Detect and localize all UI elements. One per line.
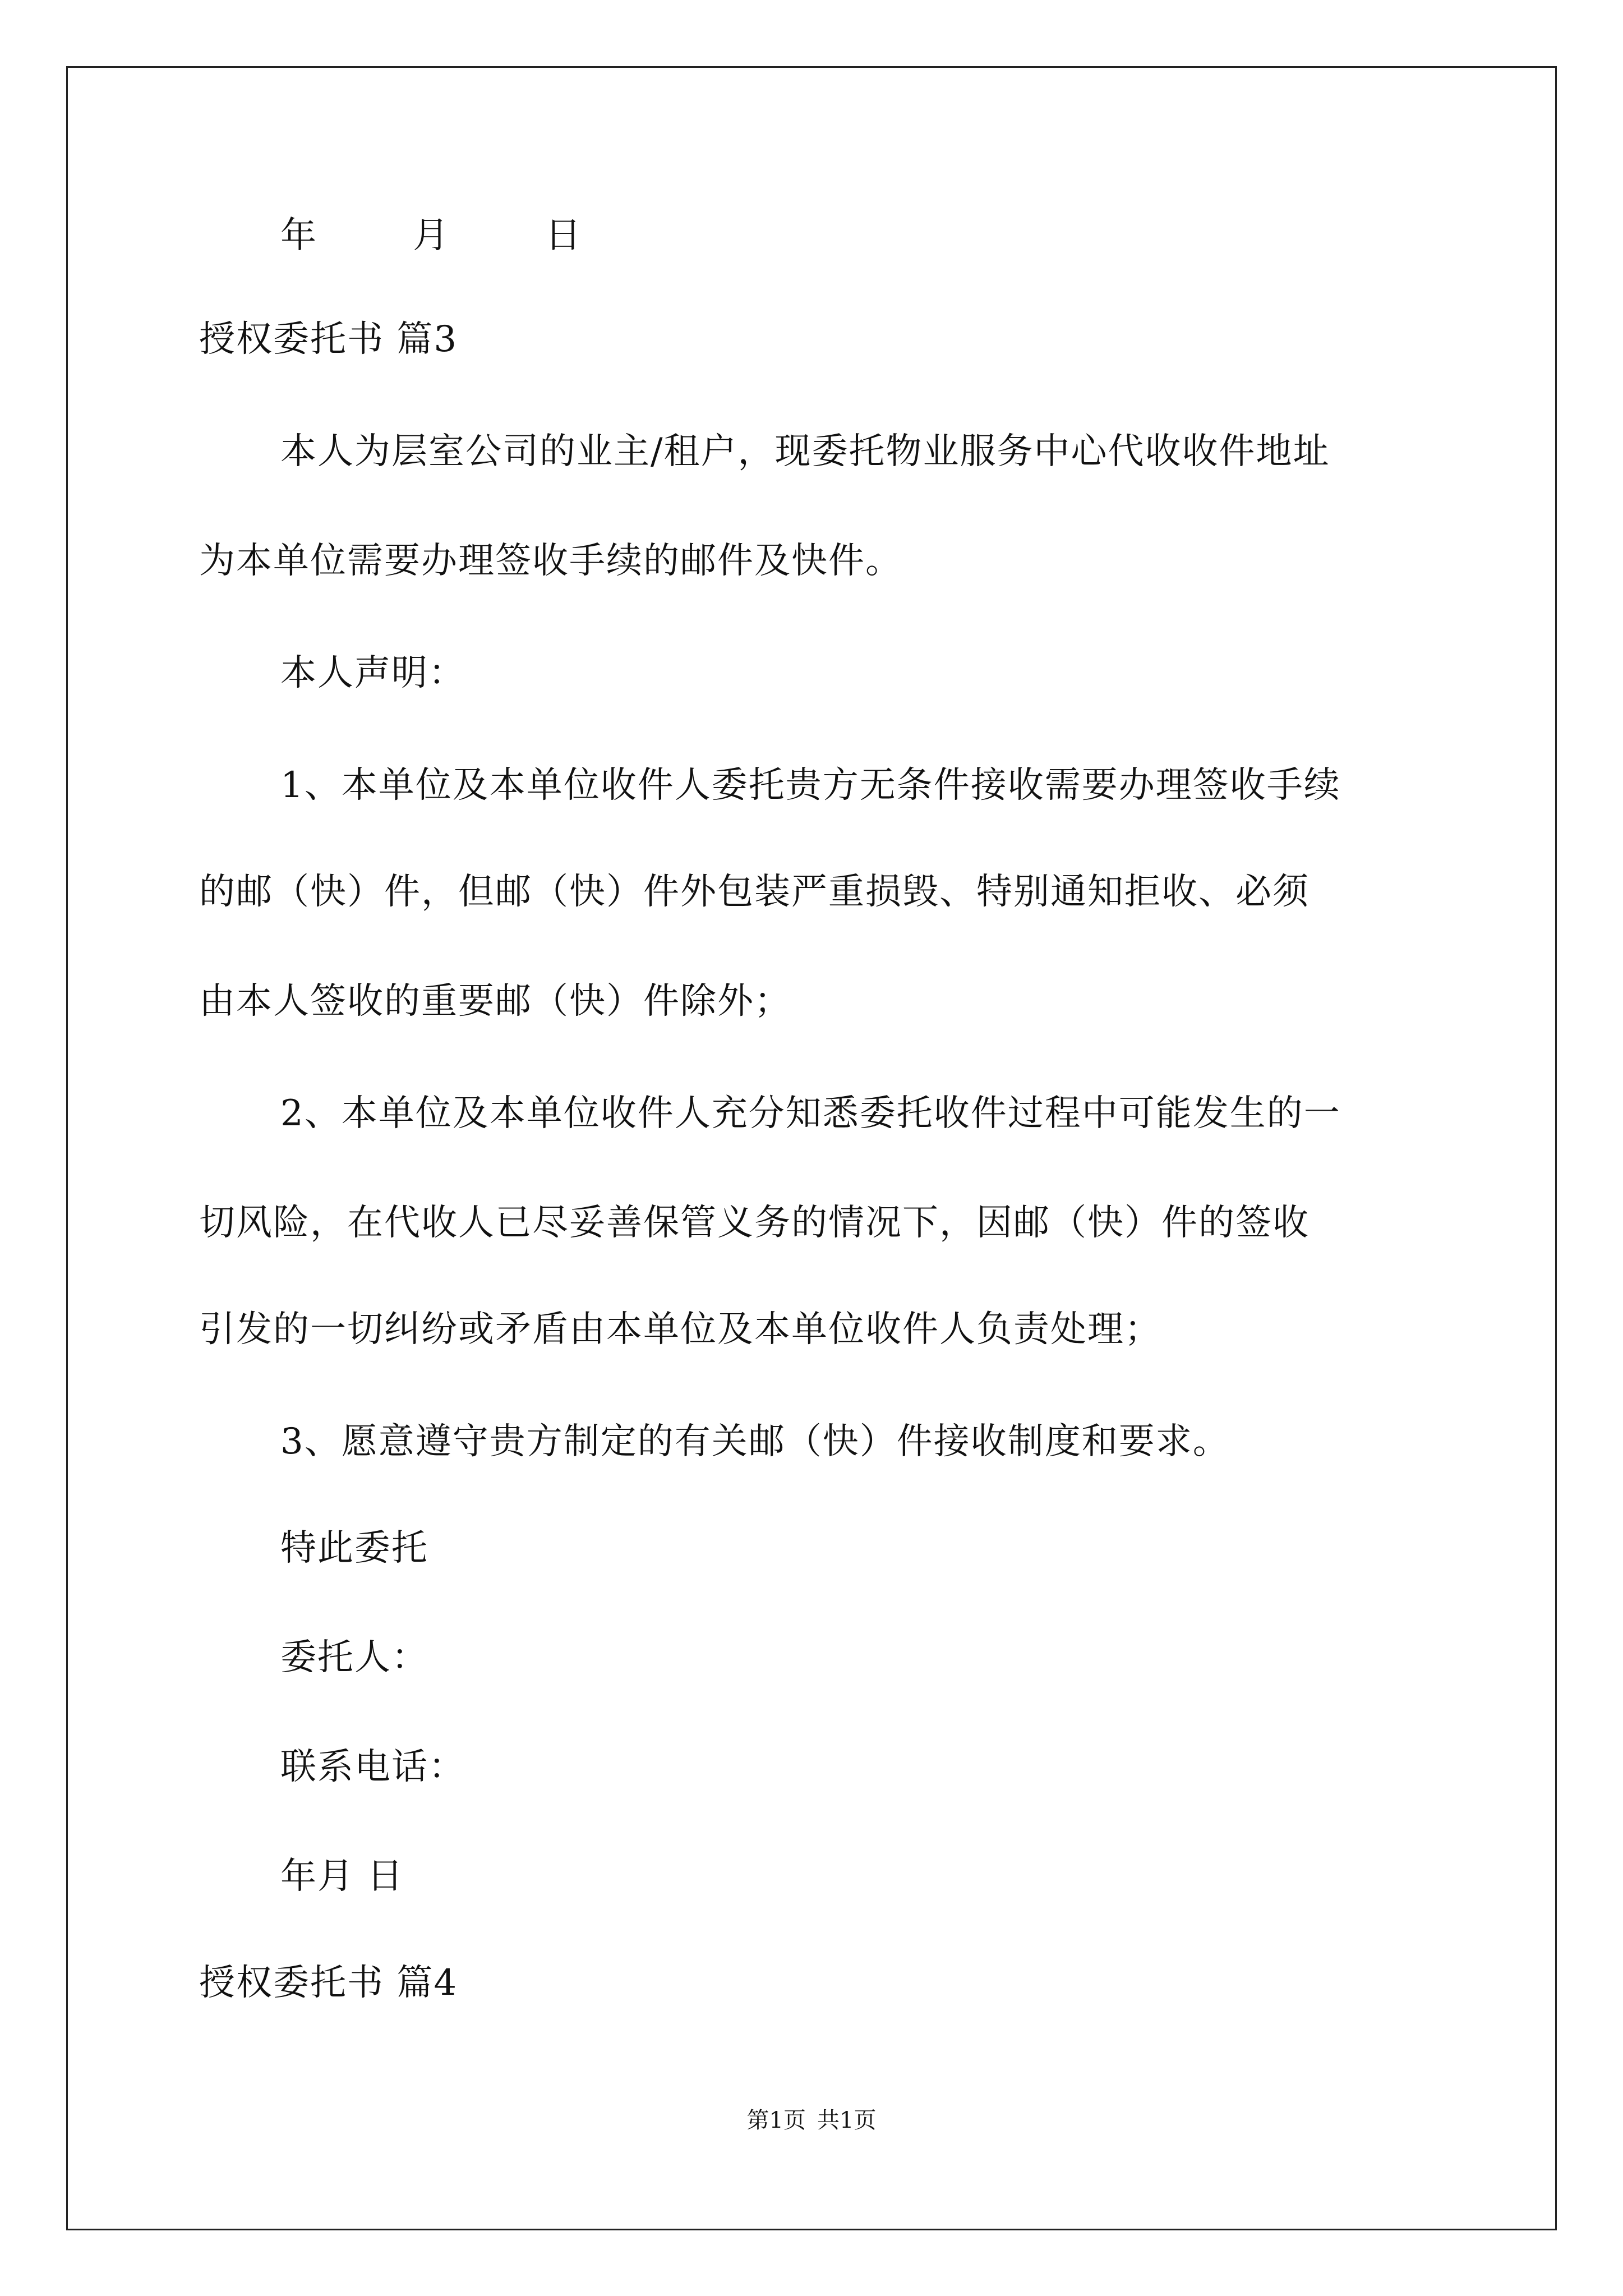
- date-line-bottom: 年月 日: [280, 1856, 404, 1897]
- page-footer: [0, 2106, 1623, 2134]
- item-2-line-3: 引发的一切纠纷或矛盾由本单位及本单位收件人负责处理；: [199, 1309, 1161, 1350]
- item-1-line-2: 的邮（快）件，但邮（快）件外包装严重损毁、特别通知拒收、必须: [199, 871, 1310, 913]
- page-number-total: 共1页: [817, 2108, 877, 2133]
- item-1-line-1: 1、本单位及本单位收件人委托贵方无条件接收需要办理签收手续: [280, 765, 1341, 806]
- statement-heading: 本人声明：: [280, 652, 465, 694]
- entruster-label: 委托人：: [280, 1637, 428, 1678]
- section-4-title: 授权委托书 篇4: [199, 1962, 458, 2004]
- phone-label: 联系电话：: [280, 1746, 465, 1788]
- date-line-top: [280, 213, 582, 258]
- item-2-line-2: 切风险，在代收人已尽妥善保管义务的情况下，因邮（快）件的签收: [199, 1202, 1310, 1244]
- date-month: 月: [413, 215, 450, 256]
- section-3-title: 授权委托书 篇3: [199, 319, 458, 360]
- date-year: 年: [280, 215, 317, 256]
- paragraph-1-line-2: 为本单位需要办理签收手续的邮件及快件。: [199, 540, 902, 582]
- page-border: [66, 66, 1557, 2230]
- item-1-line-3: 由本人签收的重要邮（快）件除外；: [199, 981, 791, 1022]
- date-day: 日: [545, 215, 582, 256]
- item-3-line-1: 3、愿意遵守贵方制定的有关邮（快）件接收制度和要求。: [280, 1421, 1230, 1462]
- paragraph-1-line-1: 本人为层室公司的业主/租户，现委托物业服务中心代收收件地址: [280, 431, 1330, 472]
- special-entrust-text: 特此委托: [280, 1527, 428, 1569]
- item-2-line-1: 2、本单位及本单位收件人充分知悉委托收件过程中可能发生的一: [280, 1093, 1341, 1134]
- page-number-current: 第1页: [746, 2108, 806, 2133]
